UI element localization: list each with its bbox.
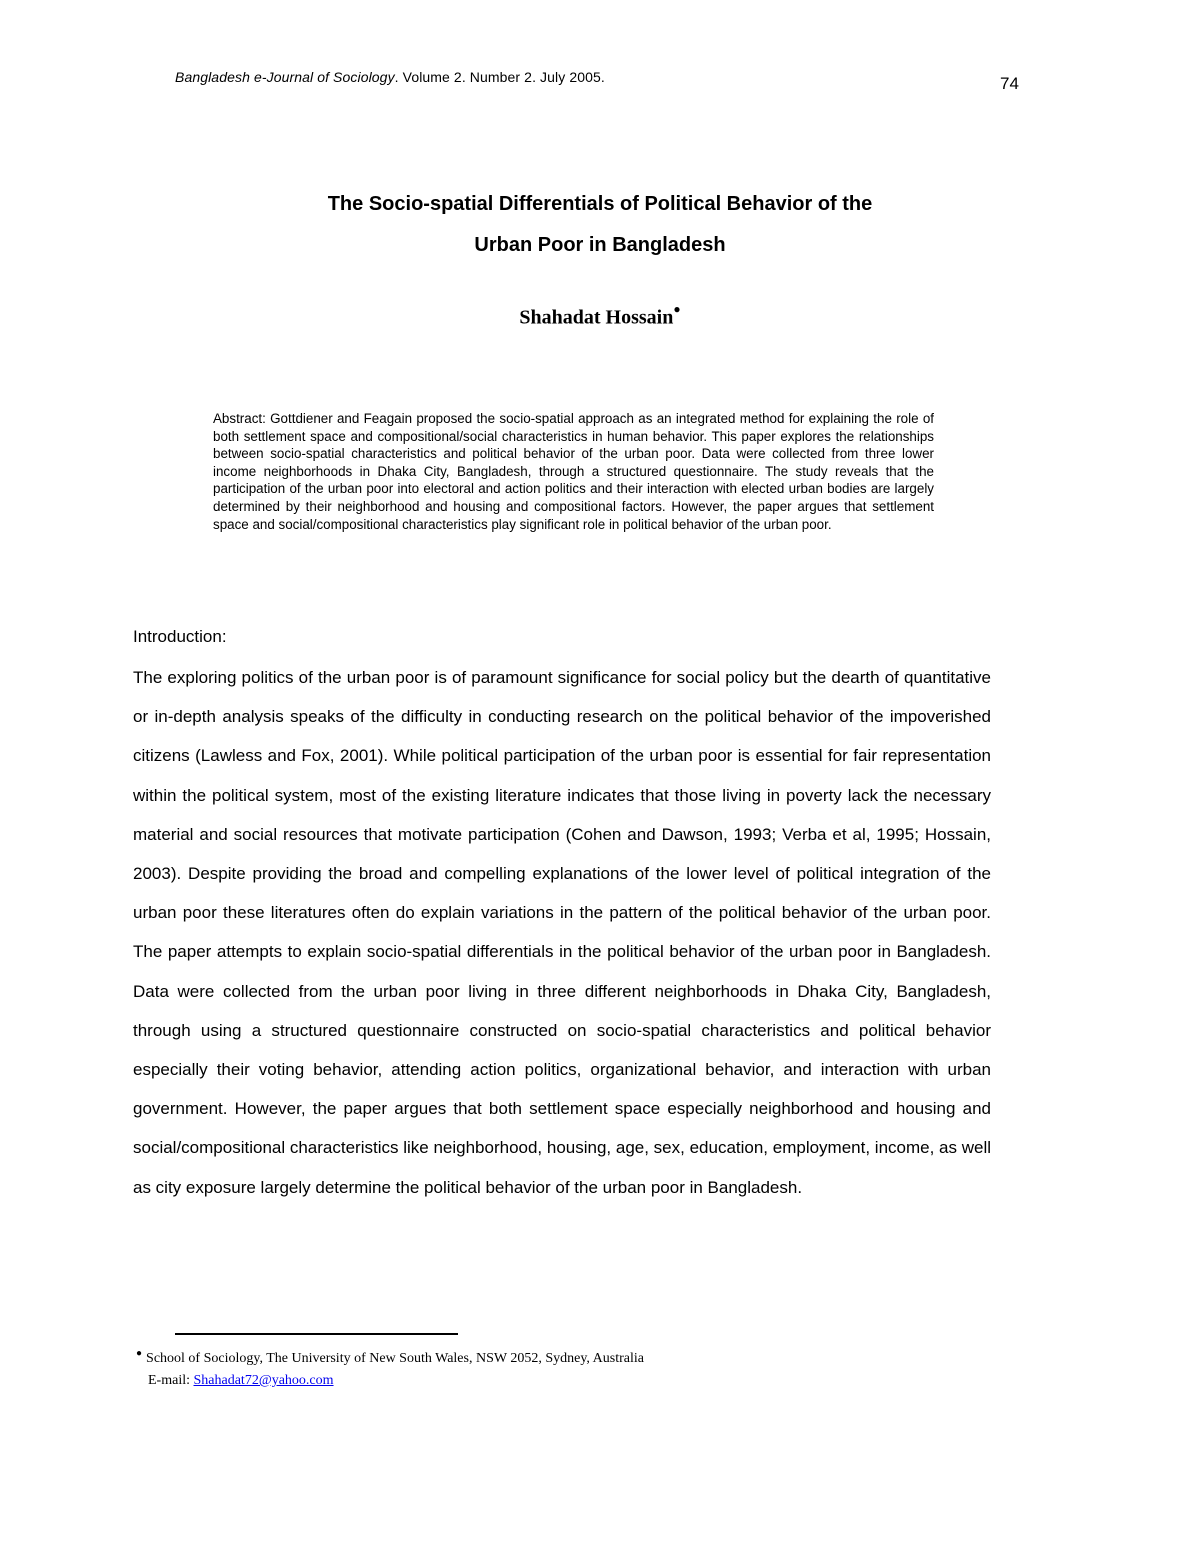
abstract: Abstract: Gottdiener and Feagain proposed the socio-spatial approach as an integrated method for explaining the role of both settlement space and compositional/social characteristics in human behavior. This paper explores the relationships between socio-spatial characteristics and political behavior of the urban poor. Data were collected from three lower income neighborhoods in Dhaka City, Bangladesh, through a structured questionnaire. The study reveals that the participation of the urban poor into electoral and action politics and their interaction with elected urban bodies are largely determined by their neighborhood and housing and compositional factors. However, the paper argues that settlement space and social/compositional characteristics play significant role in political behavior of the urban poor. bbox=[213, 411, 934, 532]
issue-info: . Volume 2. Number 2. July 2005. bbox=[394, 69, 605, 85]
introduction-paragraph: The exploring politics of the urban poor is of paramount significance for social policy but the dearth of quantitative or in-depth analysis speaks of the difficulty in conducting research on the political behavior of the impoverished citizens (Lawless and Fox, 2001). While political participation of the urban poor is essential for fair representation within the political system, most of the existing literature indicates that those living in poverty lack the necessary material and social resources that motivate participation (Cohen and Dawson, 1993; Verba et al, 1995; Hossain, 2003). Despite providing the broad and compelling explanations of the lower level of political integration of the urban poor these literatures often do explain variations in the pattern of the political behavior of the urban poor. The paper attempts to explain socio-spatial differentials in the political behavior of the urban poor in Bangladesh. Data were collected from the urban poor living in three different neighborhoods in Dhaka City, Bangladesh, through using a structured questionnaire constructed on socio-spatial characteristics and political behavior especially their voting behavior, attending action politics, organizational behavior, and interaction with urban government. However, the paper argues that both settlement space especially neighborhood and housing and social/compositional characteristics like neighborhood, housing, age, sex, education, employment, income, as well as city exposure largely determine the political behavior of the urban poor in Bangladesh. bbox=[133, 668, 992, 1197]
footnote-mark: ● bbox=[136, 1348, 143, 1359]
introduction-heading: Introduction: bbox=[133, 627, 227, 646]
author-affiliation: School of Sociology, The University of New South Wales, NSW 2052, Sydney, Australia bbox=[146, 1351, 644, 1366]
author-text: Shahadat Hossain bbox=[519, 306, 674, 329]
email-link[interactable]: Shahadat72@yahoo.com bbox=[193, 1373, 334, 1388]
footnote bbox=[136, 1348, 936, 1391]
running-header bbox=[175, 69, 605, 85]
footnote-email-line bbox=[136, 1370, 936, 1391]
paper-title bbox=[200, 184, 1000, 266]
page-number: 74 bbox=[1000, 74, 1019, 93]
journal-name: Bangladesh e-Journal of Sociology bbox=[175, 69, 395, 85]
title-line-2: Urban Poor in Bangladesh bbox=[474, 234, 726, 256]
footnote-divider bbox=[175, 1333, 458, 1335]
author-footnote-mark: ● bbox=[673, 302, 681, 316]
footnote-affiliation-line bbox=[136, 1348, 936, 1370]
email-label: E-mail: bbox=[148, 1373, 194, 1388]
title-line-1: The Socio-spatial Differentials of Political Behavior of the bbox=[327, 193, 873, 215]
author-name bbox=[200, 302, 1000, 330]
